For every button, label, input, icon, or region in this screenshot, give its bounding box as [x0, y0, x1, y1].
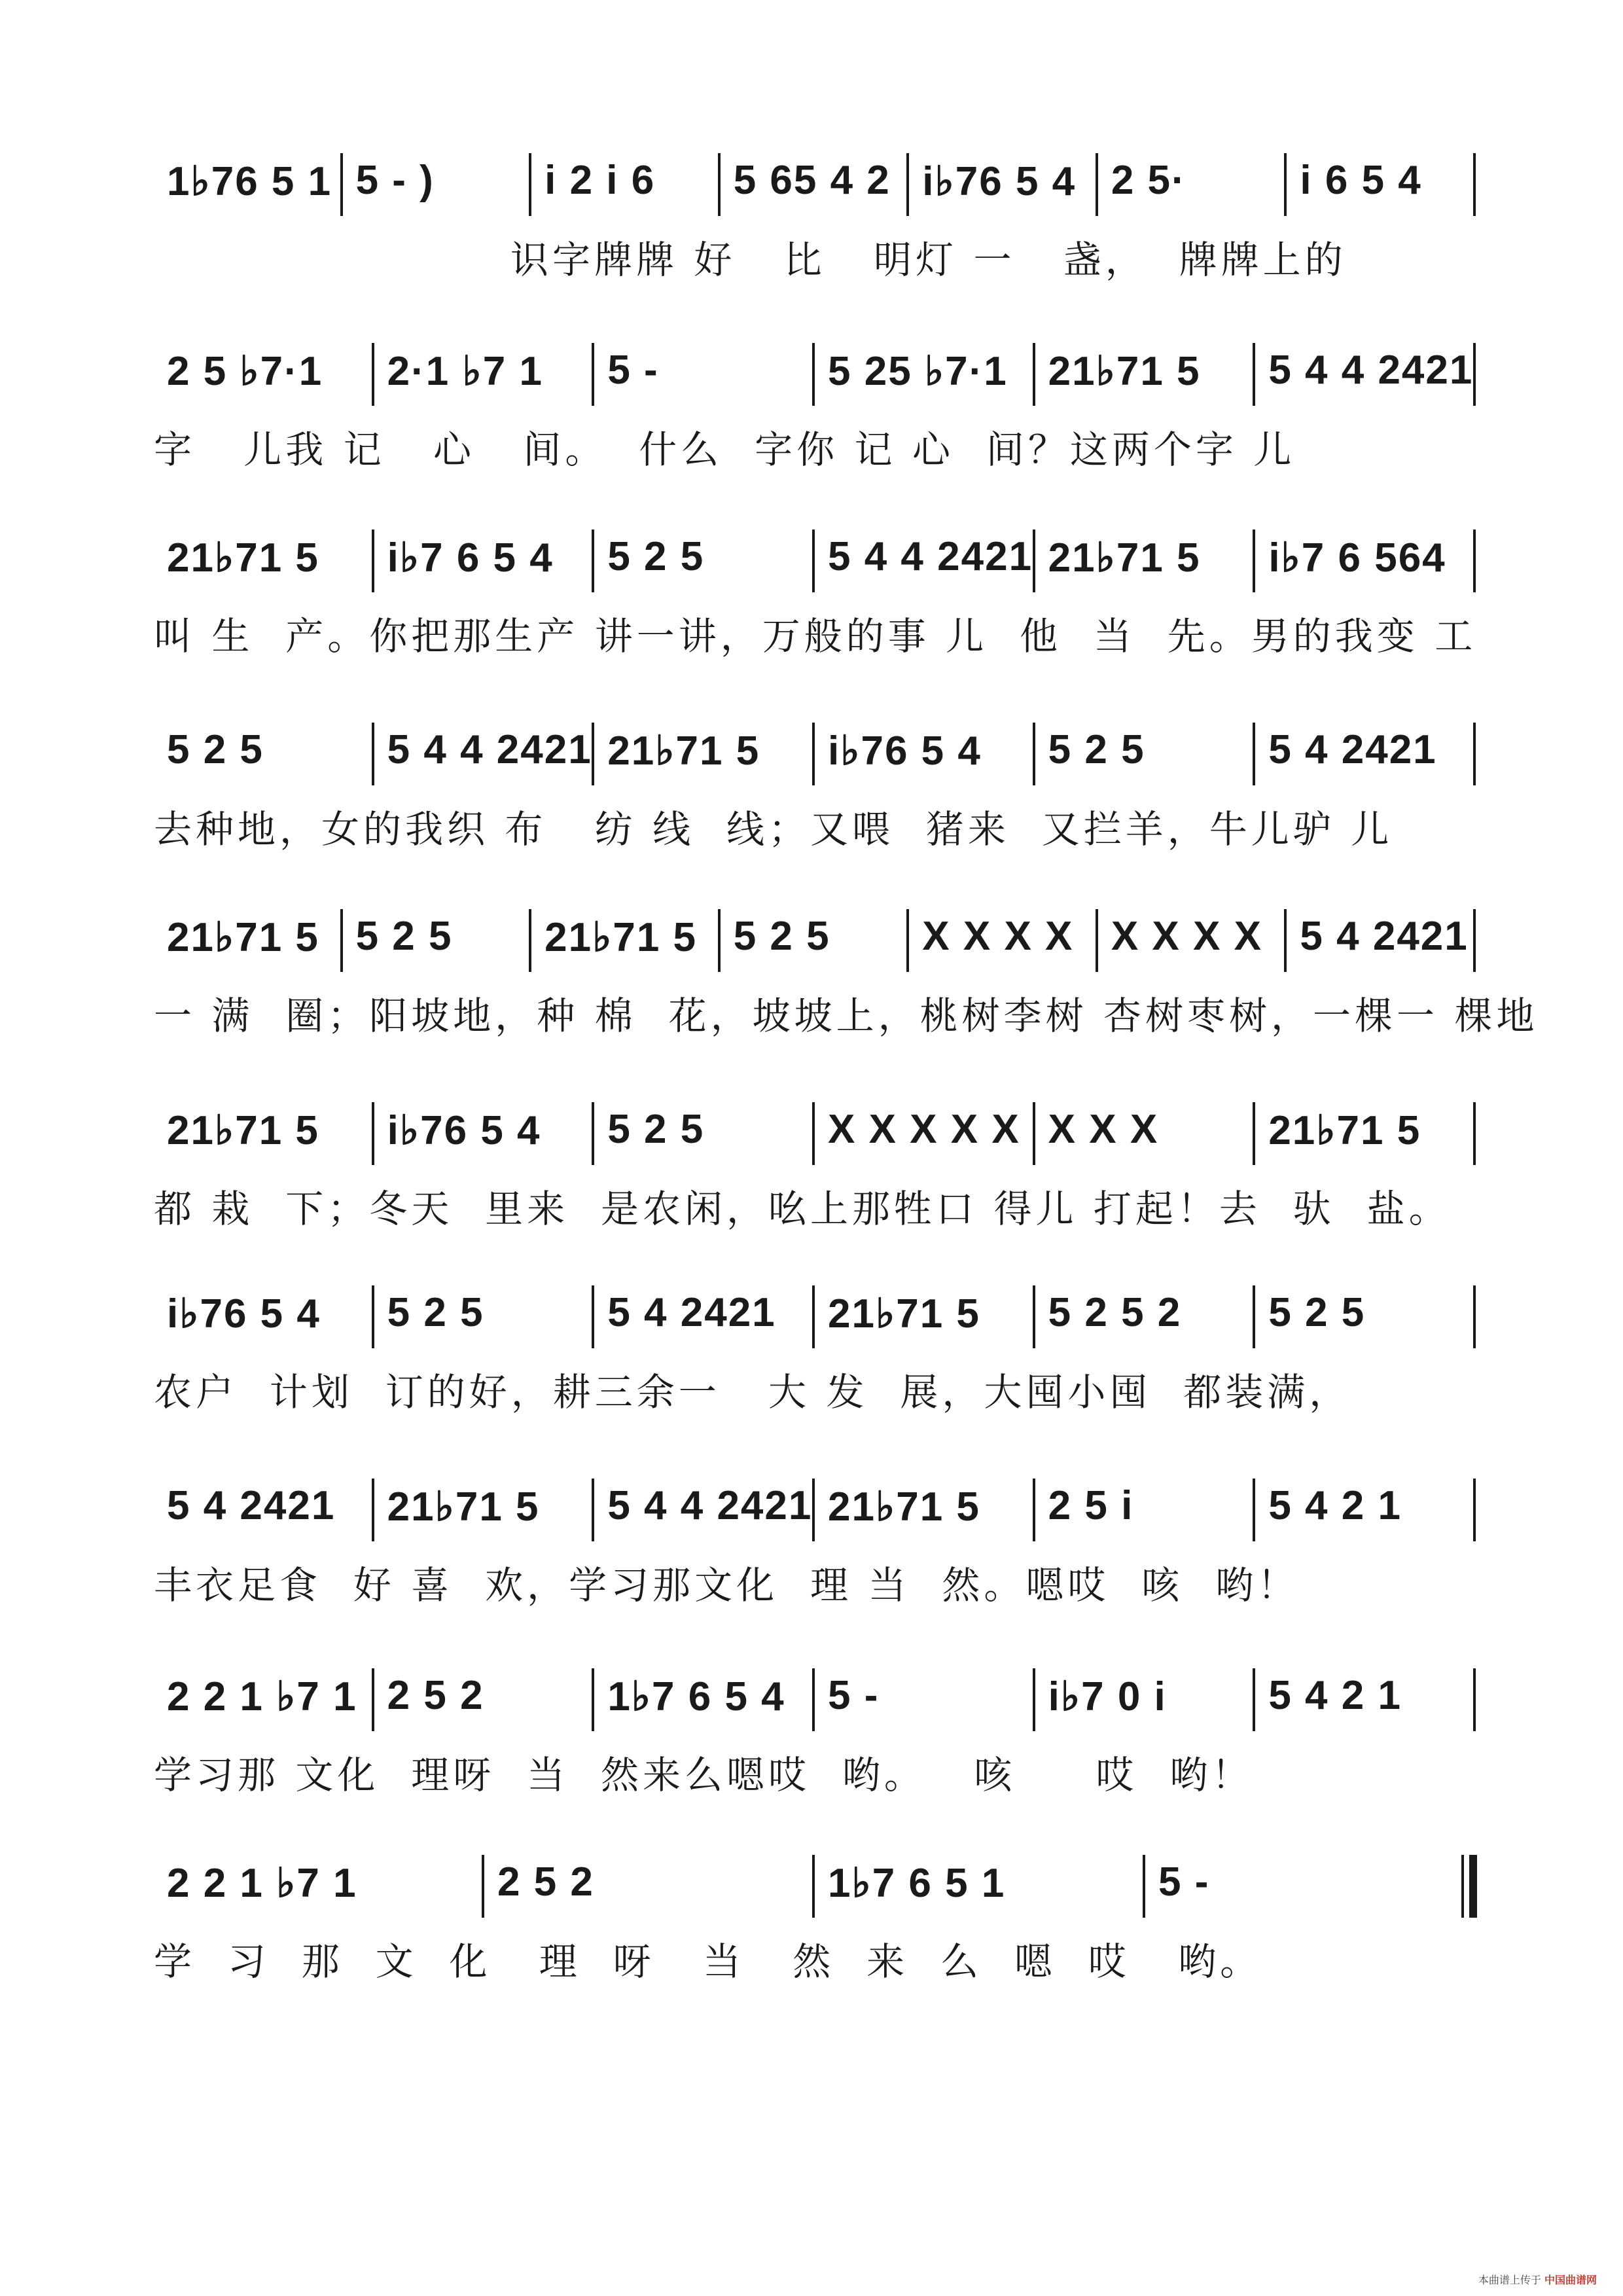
measure: 5 2 5 2 [1048, 1290, 1182, 1335]
barline [718, 153, 721, 216]
barline [1033, 1668, 1035, 1731]
barline [372, 529, 374, 592]
measure: 2 2 1 ♭7 1 [167, 1861, 357, 1906]
measure: X X X [1048, 1107, 1159, 1152]
measure: 5 4 2421 [1300, 914, 1469, 959]
lyrics-line: 学习那 文化 理呀 当 然来么嗯哎 哟。 咳 哎 哟！ [154, 1753, 1254, 1797]
measure: 2 5 ♭7·1 [167, 349, 323, 394]
lyrics-line: 去种地，女的我织 布 纺 线 线；又喂 猪来 又拦羊，牛儿驴 儿 [154, 807, 1393, 852]
measure: 21♭71 5 [1268, 1108, 1421, 1153]
barline [906, 153, 909, 216]
barline [592, 529, 594, 592]
measure: X X X X X [828, 1107, 1020, 1152]
measure: 2 2 1 ♭7 1 [167, 1674, 357, 1719]
measure: 5 - [607, 348, 659, 393]
barline [1253, 1668, 1255, 1731]
measure: 5 4 2421 [607, 1290, 776, 1335]
final-barline-thick [1469, 1855, 1477, 1918]
measure: i♭7 6 5 4 [387, 535, 554, 581]
measure: 21♭71 5 [828, 1291, 980, 1336]
barline [1033, 343, 1035, 406]
barline [812, 1855, 815, 1918]
barline [812, 1668, 815, 1731]
lyrics-line: 都 栽 下；冬天 里来 是农闲，吆上那牲口 得儿 打起！去 驮 盐。 [154, 1187, 1451, 1231]
barline [592, 343, 594, 406]
barline [1473, 909, 1476, 972]
measure: 5 2 5 [1268, 1290, 1366, 1335]
barline [1033, 529, 1035, 592]
barline [1473, 529, 1476, 592]
barline [529, 909, 531, 972]
barline [1473, 1102, 1476, 1165]
measure: 21♭71 5 [828, 1484, 980, 1530]
measure: 5 25 ♭7·1 [828, 349, 1008, 394]
measure: 2 5· [1111, 158, 1186, 203]
measure: 5 - [1158, 1859, 1210, 1905]
measure: 21♭71 5 [1048, 349, 1201, 394]
lyrics-line: 学 习 那 文 化 理 呀 当 然 来 么 嗯 哎 哟。 [154, 1939, 1262, 1984]
measure: 21♭71 5 [167, 1108, 319, 1153]
lyrics-line: 叫 生 产。你把那生产 讲一讲，万般的事 儿 他 当 先。男的我变 工 [154, 614, 1477, 658]
lyrics-line: 丰衣足食 好 喜 欢，学习那文化 理 当 然。嗯哎 咳 哟！ [154, 1563, 1300, 1607]
barline [906, 909, 909, 972]
barline [592, 1668, 594, 1731]
barline [1253, 1285, 1255, 1348]
barline [1033, 1479, 1035, 1541]
barline [1473, 1285, 1476, 1348]
barline [1473, 723, 1476, 785]
barline [1473, 153, 1476, 216]
barline [718, 909, 721, 972]
measure: 5 4 4 2421 [607, 1483, 813, 1528]
measure: 5 4 2421 [1268, 727, 1437, 772]
measure: 1♭7 6 5 4 [607, 1674, 785, 1719]
measure: i♭76 5 4 [387, 1108, 541, 1153]
measure: 5 2 5 [167, 727, 264, 772]
lyrics-line: 一 满 圈；阳坡地，种 棉 花，坡坡上，桃树李树 杏树枣树，一棵一 棵地 [154, 994, 1539, 1038]
final-barline-thin [1461, 1855, 1464, 1918]
measure: 5 2 5 [1048, 727, 1145, 772]
barline [529, 153, 531, 216]
measure: 5 4 4 2421 [1268, 348, 1474, 393]
barline [1473, 343, 1476, 406]
measure: 5 - [828, 1673, 880, 1718]
measure: 1♭7 6 5 1 [828, 1861, 1006, 1906]
barline [592, 723, 594, 785]
measure: 1♭76 5 1 [167, 159, 332, 204]
barline [372, 1668, 374, 1731]
lyrics-line: 字 儿我 记 心 间。 什么 字你 记 心 间？这两个字 儿 [154, 427, 1296, 472]
measure: X X X X [922, 914, 1074, 959]
barline [340, 153, 343, 216]
measure: 2 5 2 [387, 1673, 484, 1718]
barline [372, 1285, 374, 1348]
measure: 2 5 2 [497, 1859, 594, 1905]
barline [1253, 723, 1255, 785]
barline [812, 723, 815, 785]
measure: i 6 5 4 [1300, 158, 1422, 203]
barline [1473, 1668, 1476, 1731]
barline [592, 1479, 594, 1541]
measure: 5 2 5 [733, 914, 830, 959]
barline [1033, 723, 1035, 785]
barline [482, 1855, 484, 1918]
barline [372, 1479, 374, 1541]
measure: 2·1 ♭7 1 [387, 349, 543, 394]
barline [1253, 1479, 1255, 1541]
barline [812, 343, 815, 406]
barline [1253, 343, 1255, 406]
measure: i♭7 0 i [1048, 1674, 1167, 1719]
measure: 2 5 i [1048, 1483, 1134, 1528]
barline [812, 1285, 815, 1348]
barline [1284, 153, 1287, 216]
measure: 5 2 5 [607, 1107, 705, 1152]
barline [372, 1102, 374, 1165]
barline [372, 343, 374, 406]
barline [592, 1285, 594, 1348]
measure: 5 2 5 [355, 914, 453, 959]
barline [812, 529, 815, 592]
measure: 21♭71 5 [1048, 535, 1201, 581]
barline [372, 723, 374, 785]
barline [812, 1102, 815, 1165]
measure: 21♭71 5 [167, 915, 319, 960]
measure: 5 2 5 [387, 1290, 484, 1335]
measure: 21♭71 5 [544, 915, 698, 960]
measure: i 2 i 6 [544, 158, 656, 203]
measure: 5 4 2 1 [1268, 1483, 1402, 1528]
barline [340, 909, 343, 972]
measure: 5 65 4 2 [733, 158, 891, 203]
measure: i♭7 6 564 [1268, 535, 1446, 581]
lyrics-line: 农户 计划 订的好，耕三余一 大 发 展，大囤小囤 都装满， [154, 1370, 1351, 1414]
measure: 21♭71 5 [167, 535, 319, 581]
barline [1033, 1102, 1035, 1165]
barline [1253, 1102, 1255, 1165]
measure: 21♭71 5 [387, 1484, 540, 1530]
measure: 5 4 4 2421 [387, 727, 592, 772]
measure: 21♭71 5 [607, 728, 760, 774]
barline [592, 1102, 594, 1165]
barline [1253, 529, 1255, 592]
barline [1473, 1479, 1476, 1541]
measure: 5 4 2421 [167, 1483, 336, 1528]
barline [1143, 1855, 1145, 1918]
measure: 5 4 4 2421 [828, 534, 1033, 579]
measure: 5 2 5 [607, 534, 705, 579]
measure: i♭76 5 4 [828, 728, 982, 774]
barline [812, 1479, 815, 1541]
footer-text: 本曲谱上传于 [1478, 2274, 1541, 2286]
footer-brand-logo: 中国曲谱网 [1544, 2274, 1597, 2286]
measure: X X X X [1111, 914, 1262, 959]
barline [1284, 909, 1287, 972]
footer-credit [1478, 2272, 1597, 2287]
lyrics-line: 识字牌牌 好 比 明灯 一 盏， 牌牌上的 [510, 238, 1347, 282]
measure: i♭76 5 4 [922, 159, 1077, 204]
barline [1096, 153, 1098, 216]
barline [1033, 1285, 1035, 1348]
barline [1096, 909, 1098, 972]
measure: 5 4 2 1 [1268, 1673, 1402, 1718]
measure: 5 - ) [355, 158, 435, 203]
measure: i♭76 5 4 [167, 1291, 321, 1336]
